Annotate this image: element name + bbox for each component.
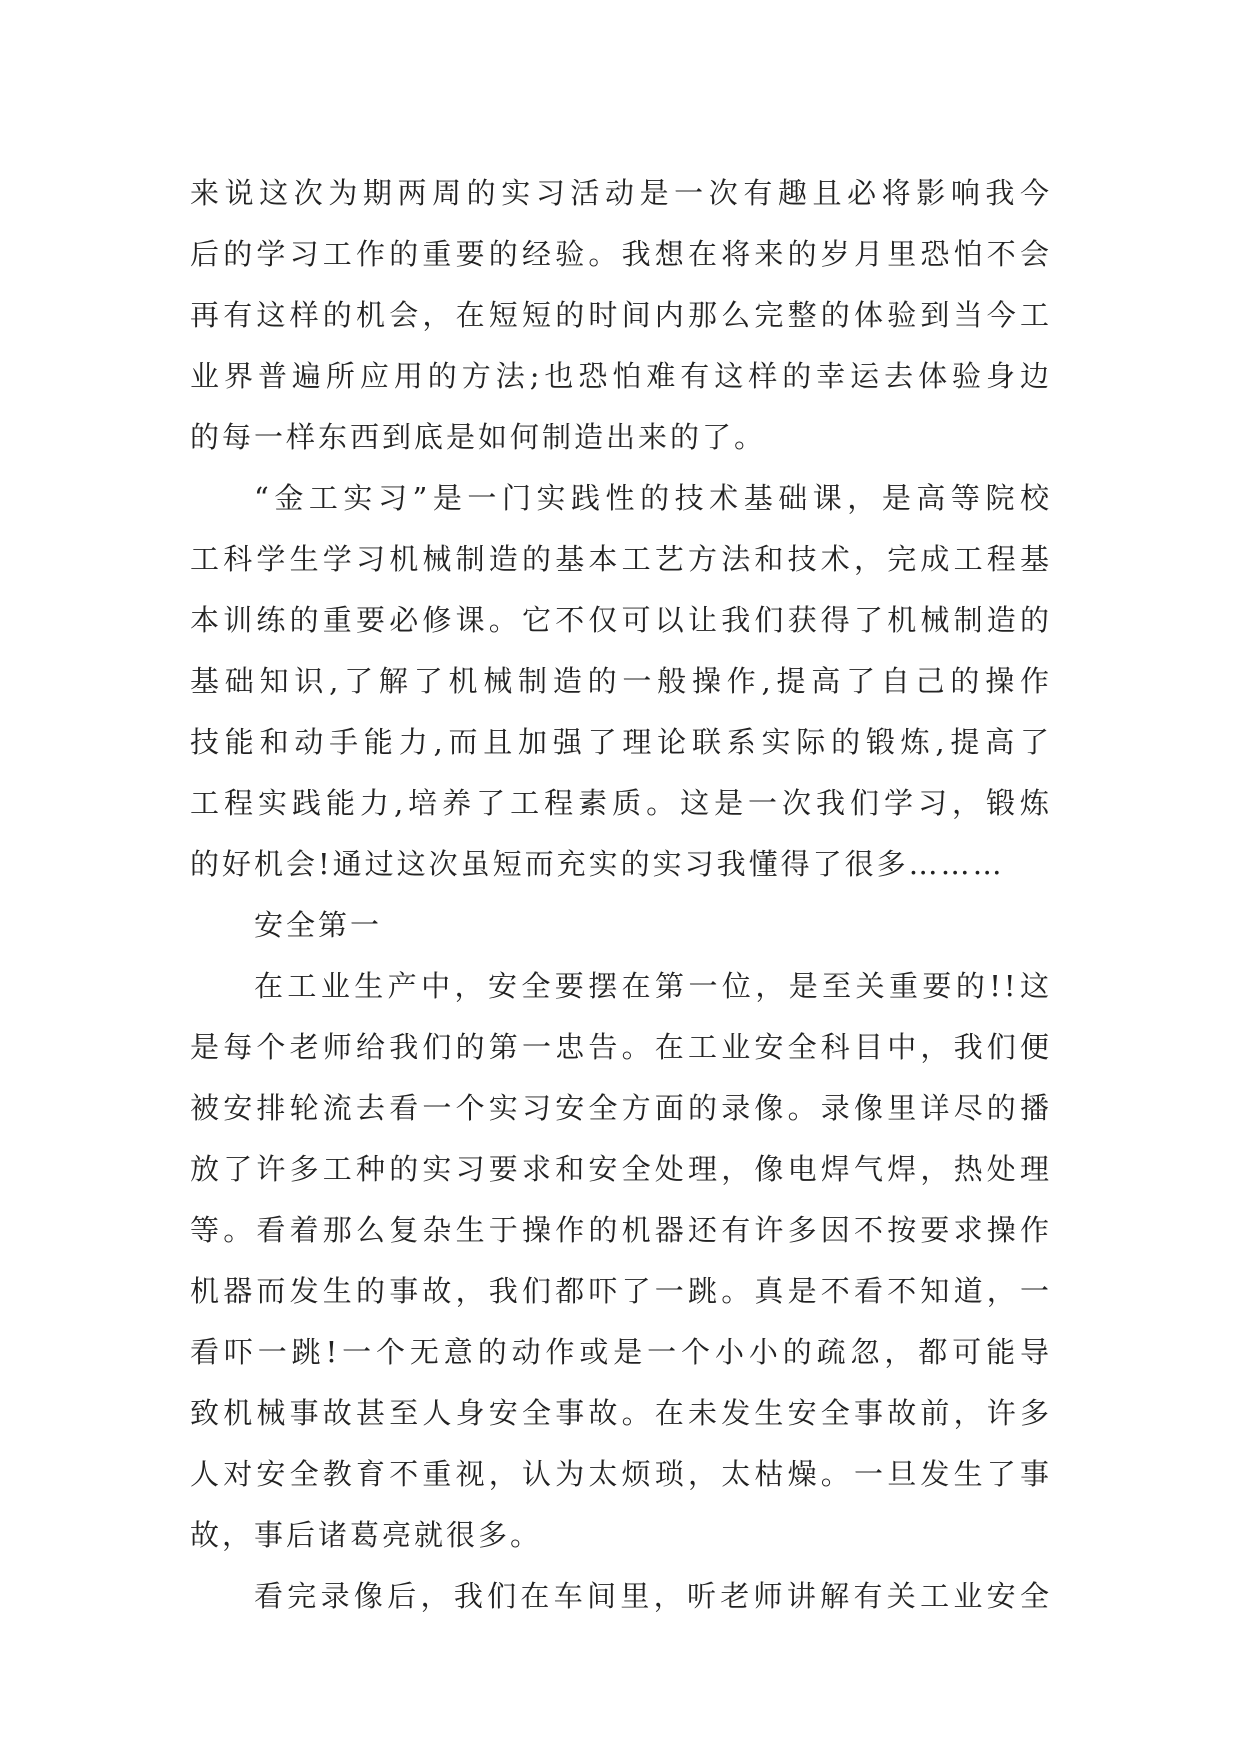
text-line: 故，事后诸葛亮就很多。 [190,1518,543,1552]
text-line: 的好机会!通过这次虽短而充实的实习我懂得了很多……… [190,847,1005,881]
text-line: 工科学生学习机械制造的基本工艺方法和技术，完成工程基 [190,542,1052,576]
document-body [190,163,1052,1627]
text-line: 等。看着那么复杂生于操作的机器还有许多因不按要求操作 [190,1213,1052,1247]
text-line: 放了许多工种的实习要求和安全处理，像电焊气焊，热处理 [190,1152,1052,1186]
text-line: 被安排轮流去看一个实习安全方面的录像。录像里详尽的播 [190,1091,1052,1125]
text-line: 是每个老师给我们的第一忠告。在工业安全科目中，我们便 [190,1030,1052,1064]
section-heading: 安全第一 [254,908,383,942]
text-line: 看吓一跳!一个无意的动作或是一个小小的疏忽，都可能导 [190,1335,1052,1369]
text-line: 业界普遍所应用的方法;也恐怕难有这样的幸运去体验身边 [190,359,1052,393]
text-line: 后的学习工作的重要的经验。我想在将来的岁月里恐怕不会 [190,237,1052,271]
text-line: 再有这样的机会，在短短的时间内那么完整的体验到当今工 [190,298,1052,332]
text-line: 人对安全教育不重视，认为太烦琐，太枯燥。一旦发生了事 [190,1457,1052,1491]
text-line: 工程实践能力,培养了工程素质。这是一次我们学习，锻炼 [190,786,1052,820]
text-line: 在工业生产中，安全要摆在第一位，是至关重要的!!这 [254,969,1052,1003]
text-line: 致机械事故甚至人身安全事故。在未发生安全事故前，许多 [190,1396,1052,1430]
text-line: 机器而发生的事故，我们都吓了一跳。真是不看不知道，一 [190,1274,1052,1308]
text-line: 来说这次为期两周的实习活动是一次有趣且必将影响我今 [190,176,1052,210]
text-line: “金工实习”是一门实践性的技术基础课，是高等院校 [254,481,1052,515]
text-line: 的每一样东西到底是如何制造出来的了。 [190,420,767,454]
text-line: 技能和动手能力,而且加强了理论联系实际的锻炼,提高了 [190,725,1052,759]
text-line: 本训练的重要必修课。它不仅可以让我们获得了机械制造的 [190,603,1052,637]
text-line: 看完录像后，我们在车间里，听老师讲解有关工业安全 [254,1579,1052,1613]
text-line: 基础知识,了解了机械制造的一般操作,提高了自己的操作 [190,664,1052,698]
